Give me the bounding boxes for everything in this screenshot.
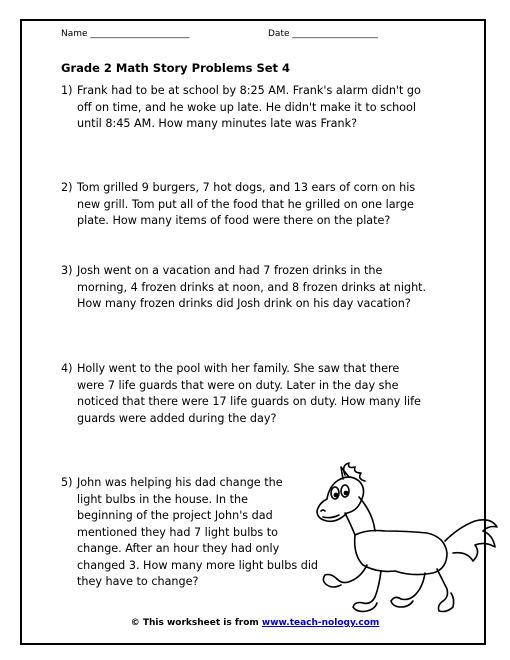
question-line: Josh went on a vacation and had 7 frozen drinks in the: [77, 264, 383, 277]
question-line: guards were added during the day?: [77, 411, 277, 425]
question-line: Frank had to be at school by 8:25 AM. Frank's alarm didn't go: [77, 84, 421, 97]
horse-illustration: [297, 461, 505, 614]
question-line: Tom grilled 9 burgers, 7 hot dogs, and 13 ears of corn on his: [77, 181, 416, 194]
question-line: were 7 life guards that were on duty. Later in the day she: [77, 378, 399, 392]
question-line: Holly went to the pool with her family. She saw that there: [77, 362, 400, 375]
question-5: [61, 475, 318, 591]
worksheet-title: Grade 2 Math Story Problems Set 4: [61, 61, 291, 75]
name-field-label: Name ______________________: [61, 29, 190, 39]
question-line: beginning of the project John's dad: [77, 509, 273, 522]
footer-credit-text: © This worksheet is from: [130, 618, 262, 628]
question-number: 1): [61, 84, 73, 97]
question-number: 5): [61, 476, 73, 489]
question-line: change. After an hour they had only: [77, 542, 280, 555]
question-4: [61, 361, 421, 427]
footer-website-link[interactable]: www.teach-nology.com: [261, 618, 380, 628]
question-1: [61, 83, 421, 133]
question-number: 3): [61, 264, 73, 277]
question-3: [61, 263, 426, 313]
question-line: new grill. Tom put all of the food that he grilled on one large: [77, 197, 414, 211]
question-line: until 8:45 AM. How many minutes late was Frank?: [77, 117, 358, 130]
question-line: John was helping his dad change the: [77, 476, 283, 489]
question-line: mentioned they had 7 light bulbs to: [77, 525, 279, 539]
question-line: morning, 4 frozen drinks at noon, and 8 frozen drinks at night.: [77, 280, 427, 294]
question-number: 2): [61, 181, 73, 194]
question-number: 4): [61, 362, 73, 375]
date-field-label: Date ___________________: [268, 29, 378, 39]
footer-credit: [0, 618, 510, 628]
question-line: noticed that there were 17 life guards on duty. How many life: [77, 395, 421, 408]
question-line: light bulbs in the house. In the: [77, 492, 248, 506]
question-line: off on time, and he woke up late. He didn't make it to school: [77, 100, 416, 114]
question-line: How many frozen drinks did Josh drink on his day vacation?: [77, 297, 411, 310]
question-line: changed 3. How many more light bulbs did: [77, 558, 319, 572]
question-line: they have to change?: [77, 575, 199, 588]
question-line: plate. How many items of food were there on the plate?: [77, 214, 391, 227]
question-2: [61, 180, 415, 230]
